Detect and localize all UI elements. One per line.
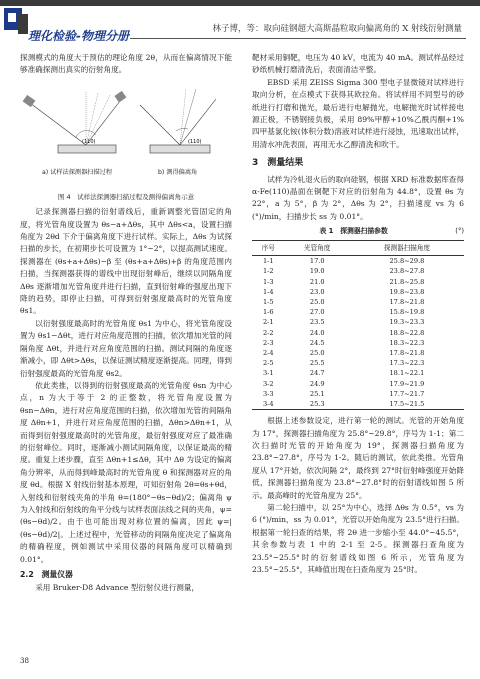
table-cell: 3-4 [252, 399, 285, 410]
table-cell: 25.3 [285, 399, 350, 410]
table-row [252, 277, 464, 287]
table-row [252, 389, 464, 399]
figure-4 [20, 81, 232, 189]
table-cell: 17.3~22.3 [389, 359, 425, 368]
table-cell: 17.5~21.5 [350, 399, 464, 410]
table-cell: 17.8~21.8 [389, 348, 425, 357]
running-title: 林子博，等：取向硅钢超大高斯晶粒取向偏离角的 X 射线衍射测量 [212, 24, 462, 34]
table-cell: 2-1 [262, 318, 274, 327]
table-cell: 3-3 [262, 389, 274, 398]
intro-paragraph: 探测模式的角度大于预估的理论角度 2θ，从而在偏离情况下能够准确探测出真实的衍射角度。 [20, 53, 232, 75]
table-cell: 19.0 [309, 267, 325, 276]
body-paragraph: 依此类推，以得到的衍射强度最高的光管角度 θsn 为中心点，n 为大于等于 2 的正整数，将光管角度设置为 θsn−Δθn，进行对应角度范围的扫描，依次增加光管的间隔角度 Δθn+1，并进行对应角度范围的扫描，Δθn>Δθn+1，从而得到衍射强度最高时的光管角度，最衍射强度对应了最准确的衍射峰位。同时，逐渐减小测试间隔角度，以保证最高的精度。重复上述步骤，直至 Δθn+1≤Δθ，其中 Δθ 为设定的偏离角分辨率，从而得到峰最高时的光管角度 θ 和探测器对应的角度 θd。根据 X 射线衍射基本原理，可知衍射角 2θ=θs+θd，入射线和衍射线夹角的半角 θ=(180°−θs−θd)/2；偏离角 ψ 为入射线和衍射线的角平分线与试样表面法线之间的夹角，ψ=(θs−θd)/2。由于也可能出现对称位置的偏离，因此 ψ=|(θs−θd)/2|。上述过程中，光管移动的间隔角度决定了偏离角的精确程度，例如测试中采用仪器的间隔角度可以精确到 0.01°。 [20, 380, 232, 564]
table-cell: 1-3 [262, 277, 274, 286]
table-cell: 2-4 [262, 348, 274, 357]
table-row [252, 256, 464, 267]
table-cell: 15.8~19.8 [389, 308, 425, 317]
table-row [252, 307, 464, 317]
table-row [252, 287, 464, 297]
svg-text:(110): (110) [188, 138, 202, 145]
table-cell: 1-5 [262, 297, 274, 306]
table-cell: 18.1~22.1 [389, 369, 425, 378]
table-row [252, 338, 464, 348]
subfigure-a [23, 91, 127, 153]
table-cell: 3-2 [262, 379, 274, 388]
table-header-cell: 序号 [252, 240, 285, 255]
table-cell: 1-1 [262, 257, 274, 266]
svg-text:(110): (110) [82, 138, 96, 145]
table-cell: 18.8~22.8 [389, 328, 425, 337]
subfigure-a-label: a) 试样法探测器扫描过程 [42, 168, 113, 176]
page-header [0, 0, 480, 44]
body-paragraph: 记录探测器扫描的衍射谱线后，重新调整光管固定的角度，将光管角度设置为 θs−a+Δθs，其中 Δθs<a，设置扫描角度为 2θd 下介于偏离角度下进行试样。实际上，Δθs 为试探扫描的步长，在初期步长可设置为 1°~2°，以提高测试速度。探测器在 (θs+a+Δθs)−β 至 (θs+a+Δθs)+β 的角度范围内扫描，当探测器获得的谱线中出现衍射峰后，继续以同隔角度 Δθs 逐渐增加光管角度并进行扫描，直到衍射峰的强度出现下降的趋势，即停止扫描，可得到衍射强度最高时的光管角度 θs1。 [20, 207, 232, 316]
table-cell: 19.3~23.3 [389, 318, 425, 327]
table-row [252, 399, 464, 410]
table-cell: 24.0 [309, 328, 325, 337]
table-cell: 18.3~22.3 [389, 338, 425, 347]
table-cell: 2-5 [262, 359, 274, 368]
table-cell: 3-1 [262, 369, 274, 378]
table-cell: 17.7~21.7 [389, 389, 425, 398]
section-heading-2-2: 2.2 测量仪器 [20, 570, 73, 579]
table-cell: 24.9 [309, 379, 325, 388]
body-paragraph: 采用 Bruker-D8 Advance 型衍射仪进行测量， [35, 583, 200, 593]
table-cell: 23.0 [309, 287, 325, 296]
table-cell: 24.5 [309, 338, 325, 347]
body-paragraph: EBSD 采用 ZEISS Sigma 300 型电子显微镜对试样进行取向分析，在点模式下获得其欧拉角。将试样用不同型号的砂纸进行打磨和抛光，最后进行电解抛光，电解抛光时试样接电源正极，不锈钢接负极，采用 89%甲醇+10%乙酰丙酮+1%四甲基氯化铵(体积分数)溶液对试样进行浸蚀，迅速取出试样，用清水冲洗表面，再用无水乙醇清洗和吹干。 [252, 77, 464, 149]
page-number: 38 [20, 657, 29, 665]
journal-name: 理化检验-物理分册 [28, 29, 129, 43]
table-cell: 21.0 [309, 277, 325, 286]
table-cell: 21.8~25.8 [389, 277, 425, 286]
table-cell: 2-2 [262, 328, 274, 337]
header-rule [130, 38, 466, 39]
body-paragraph: 第二轮扫描中，以 25°为中心，选择 Δθs 为 0.5°，vs 为 6 (°)/min，ss 为 0.01°，光管以开始角度为 23.5°进行扫描。根据第一轮扫查的结果，将 2θ 进一步缩小至 44.0°~45.5°，其余参数与表 1 中的 2-1 至 2-5。探测器扫查角度为 23.5°~25.5°时的衍射谱线如图 6 所示，光管角度为 23.5°~25.5°，其峰值出现在扫查角度为 25°时。 [252, 502, 464, 575]
table-1-caption: 表 1 探测器扫描参数 (°) [252, 225, 464, 239]
table-row [252, 368, 464, 378]
table-cell: 25.0 [309, 297, 325, 306]
figure-4-caption: 图 4 试样法探测器扫描过程及测得偏离角示意 [57, 192, 195, 201]
table-cell: 27.0 [309, 308, 325, 317]
table-row [252, 358, 464, 368]
body-paragraph: 靶材采用铜靶，电压为 40 kV，电流为 40 mA。测试样品经过砂纸机械打磨清洗后，表面清洁平整。 [252, 53, 464, 75]
table-row [252, 266, 464, 276]
table-cell: 1-2 [262, 267, 274, 276]
table-cell: 2-3 [262, 338, 274, 347]
subfigure-b-label: b) 测得偏离角 [158, 168, 198, 176]
table-row [252, 317, 464, 327]
table-row [252, 297, 464, 307]
table-cell: 24.7 [309, 369, 325, 378]
figure-4-diagram [20, 81, 232, 177]
journal-logo [0, 6, 130, 43]
table-row [252, 348, 464, 358]
table-unit: (°) [455, 227, 464, 236]
table-cell: 25.1 [309, 389, 325, 398]
subfigure-b [140, 89, 216, 153]
table-row [252, 328, 464, 338]
table-cell: 17.9~21.9 [389, 379, 425, 388]
table-cell: 17.8~21.8 [389, 297, 425, 306]
table-row [252, 379, 464, 389]
body-paragraph: 以衍射强度最高时的光管角度 θs1 为中心，将光管角度设置为 θs1−Δθt，进行对应角度范围的扫描，依次增加光管的间隔角度 Δθt，并进行对应角度范围的扫描。测试间隔的角度逐渐减小，即 Δθt>Δθs，以保证测试精度逐渐提高。同理，得到衍射强度最高的光管角度 θs2。 [20, 318, 232, 378]
table-cell: 23.8~27.8 [389, 267, 425, 276]
body-paragraph: 试样为冷轧退火后的取向硅钢，根据 XRD 标准数据库查得 α-Fe(110)晶面在铜靶下对应的衍射角为 44.8°，设置 θs 为 22°，a 为 5°，β 为 2°，Δθs 为 2°，扫描速度 vs 为 6 (°)/min，扫描步长 ss 为 0.01°。 [252, 174, 464, 221]
table-cell: 19.8~23.8 [389, 287, 425, 296]
table-1 [252, 225, 464, 410]
table-cell: 23.5 [309, 318, 325, 327]
table-cell: 17.0 [309, 257, 325, 266]
table-cell: 1-4 [262, 287, 274, 296]
section-heading-3: 3 测量结果 [252, 158, 304, 169]
body-paragraph: 根据上述参数设定，进行第一轮的测试。光管的开始角度为 17°，探测器扫描角度为 25.8°~29.8°，序号为 1-1；第二次扫描时光管的开始角度为 19°，探测器扫描角度为 23.8°~27.8°，序号为 1-2。随后的测试，依此类推。光管角度从 17°开始，依次间隔 2°，最终到 27°时衍射峰强度开始降低，探测器扫描角度为 23.8°~27.8°时的衍射谱线如图 5 所示。最高峰时的光管角度为 25°。 [252, 416, 464, 500]
right-column [252, 52, 464, 576]
table-cell: 25.0 [309, 348, 325, 357]
table-header-row [252, 240, 464, 255]
table-cell: 25.8~29.8 [389, 257, 425, 266]
table-header-cell: 探测器扫描角度 [350, 240, 464, 255]
table-cell: 25.5 [309, 359, 325, 368]
table-cell: 1-6 [262, 308, 274, 317]
table-header-cell: 光管角度 [285, 240, 350, 255]
left-column [20, 52, 232, 595]
journal-logo-icon [4, 8, 30, 38]
